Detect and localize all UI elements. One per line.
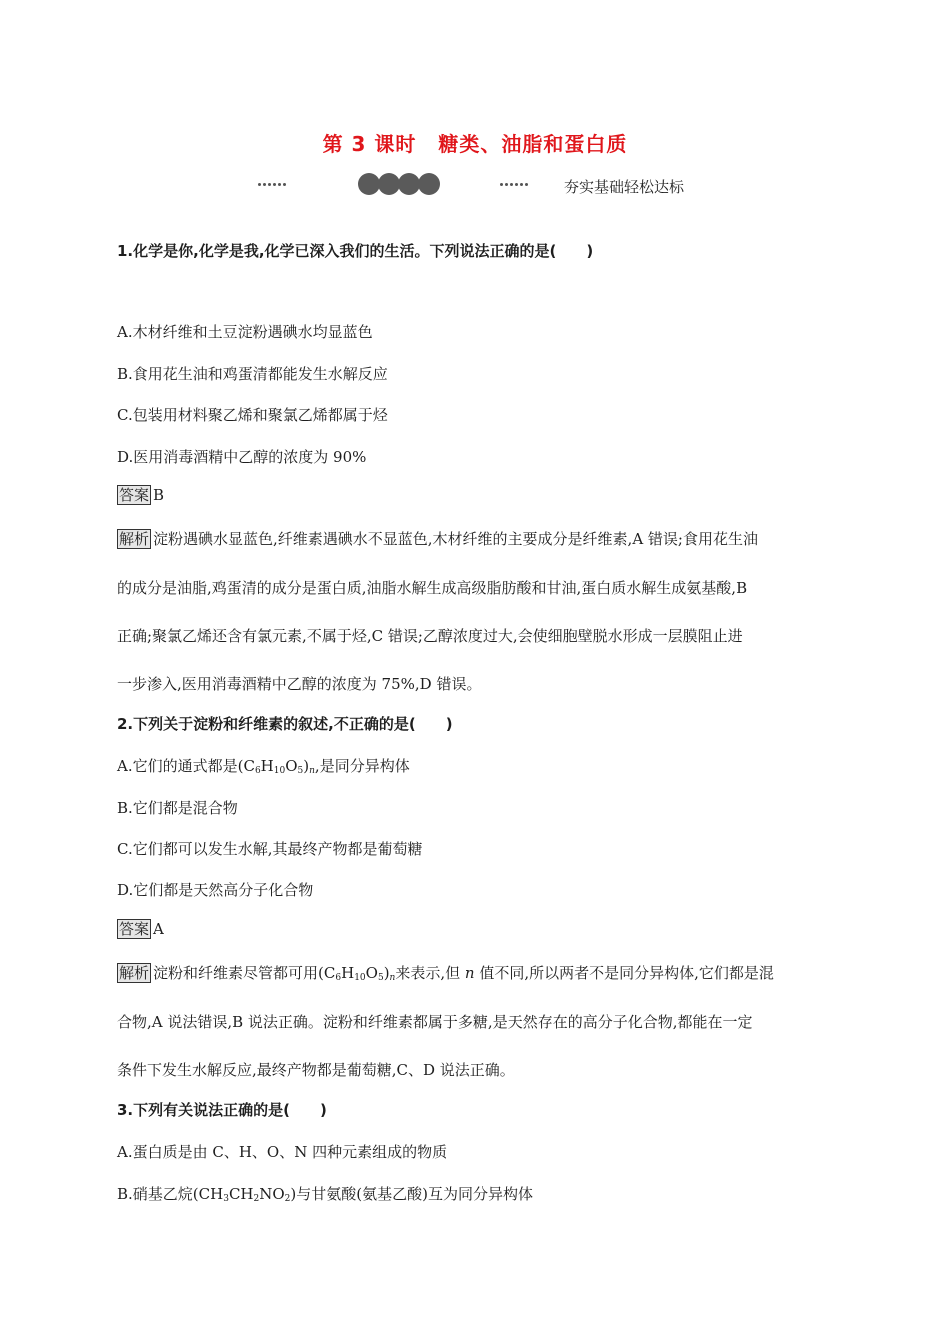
q2-answer xyxy=(117,919,164,939)
q1-option-d: D.医用消毒酒精中乙醇的浓度为 90% xyxy=(117,448,367,466)
dots-left-decoration xyxy=(258,183,286,186)
q2-option-a: A.它们的通式都是$(C_6H_{10}O_5)_n$,是同分异构体 xyxy=(117,757,410,776)
q1-analysis-line-2: 的成分是油脂,鸡蛋清的成分是蛋白质,油脂水解生成高级脂肪酸和甘油,蛋白质水解生成氨基酸,B xyxy=(117,579,748,597)
q2-analysis-line-1: 解析 淀粉和纤维素尽管都可用$(C_6H_{10}O_5)_n$来表示,但 n 值不同,所以两者不是同分异构体,它们都是混 xyxy=(119,964,774,983)
analysis-label: 解析 xyxy=(119,964,150,982)
q2-option-c: C.它们都可以发生水解,其最终产物都是葡萄糖 xyxy=(117,840,423,858)
q1-analysis-line-4: 一步渗入,医用消毒酒精中乙醇的浓度为 75%,D 错误。 xyxy=(117,675,482,693)
q3-option-a: A.蛋白质是由 C、H、O、N 四种元素组成的物质 xyxy=(117,1143,448,1161)
q1-answer xyxy=(117,485,164,505)
q2-option-d: D.它们都是天然高分子化合物 xyxy=(117,881,314,899)
answer-label: 答案 xyxy=(119,486,150,504)
section-banner xyxy=(258,172,685,196)
q2-answer-value: A xyxy=(153,920,164,938)
q1-analysis-line-1: 解析 淀粉遇碘水显蓝色,纤维素遇碘水不显蓝色,木材纤维的主要成分是纤维素,A 错误;食用花生油 xyxy=(119,530,758,548)
banner-label: 夯实基础轻松达标 xyxy=(564,178,685,196)
q2-analysis-line-2: 合物,A 说法错误,B 说法正确。淀粉和纤维素都属于多糖,是天然存在的高分子化合物,都能在一定 xyxy=(117,1013,753,1031)
analysis-label: 解析 xyxy=(119,530,150,548)
q1-stem: 1.化学是你,化学是我,化学已深入我们的生活。下列说法正确的是( ) xyxy=(117,242,594,260)
answer-label: 答案 xyxy=(119,920,150,938)
title-topic: 糖类、油脂和蛋白质 xyxy=(438,132,628,156)
lesson-title xyxy=(0,128,950,157)
q2-option-b: B.它们都是混合物 xyxy=(117,799,238,817)
q1-answer-value: B xyxy=(153,486,165,504)
q1-option-b: B.食用花生油和鸡蛋清都能发生水解反应 xyxy=(117,365,388,383)
q2-stem: 2.下列关于淀粉和纤维素的叙述,不正确的是( ) xyxy=(117,715,453,733)
q1-option-a: A.木材纤维和土豆淀粉遇碘水均显蓝色 xyxy=(117,323,373,341)
q1-option-c: C.包装用材料聚乙烯和聚氯乙烯都属于烃 xyxy=(117,406,388,424)
q3-stem: 3.下列有关说法正确的是( ) xyxy=(117,1101,327,1119)
q2-analysis-line-3: 条件下发生水解反应,最终产物都是葡萄糖,C、D 说法正确。 xyxy=(117,1061,515,1079)
q1-analysis-line-3: 正确;聚氯乙烯还含有氯元素,不属于烃,C 错误;乙醇浓度过大,会使细胞壁脱水形成一层膜阻止进 xyxy=(117,627,743,645)
q3-option-b: B.硝基乙烷$(CH_3CH_2NO_2)$与甘氨酸(氨基乙酸)互为同分异构体 xyxy=(117,1185,533,1204)
dots-right-decoration xyxy=(500,183,528,186)
title-lesson-number: 第 3 课时 xyxy=(322,132,417,156)
